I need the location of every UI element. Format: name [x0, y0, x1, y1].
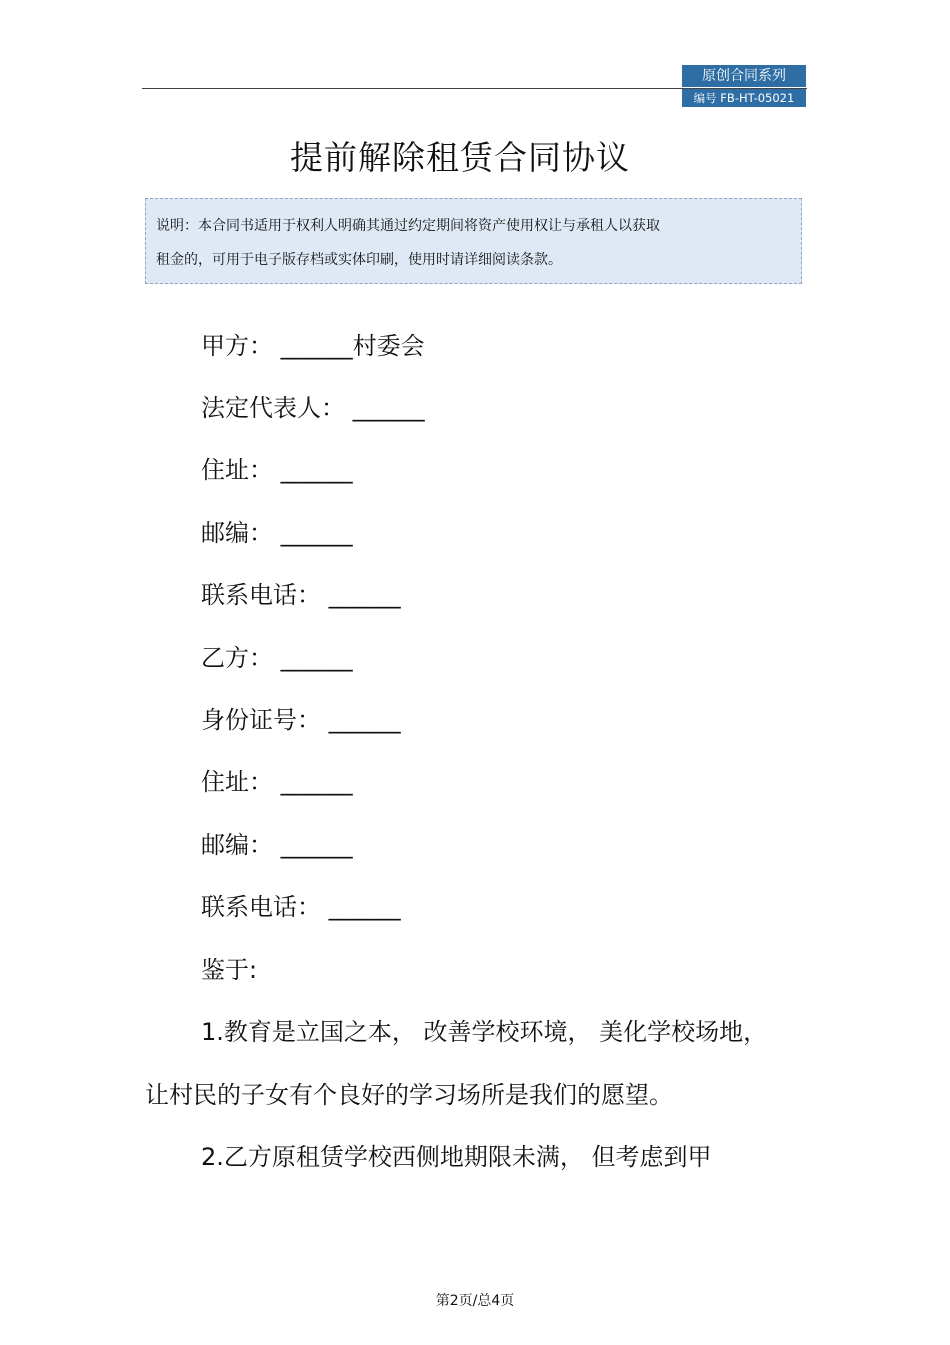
field-address-a: 住址： ______	[201, 456, 353, 484]
field-party-b: 乙方： ______	[201, 644, 353, 672]
document-code-badge: 编号 FB-HT-05021	[682, 89, 806, 107]
document-title: 提前解除租赁合同协议	[290, 138, 630, 177]
paragraph-2-line-1: 2.乙方原租赁学校西侧地期限未满， 但考虑到甲	[201, 1143, 712, 1171]
field-id-number: 身份证号： ______	[201, 706, 401, 734]
page-indicator: 第2页/总4页	[435, 1293, 515, 1309]
field-phone-b: 联系电话： ______	[201, 893, 401, 921]
notice-line-2: 租金的，可用于电子版存档或实体印刷，使用时请详细阅读条款。	[156, 252, 562, 268]
paragraph-1-line-2: 让村民的子女有个良好的学习场所是我们的愿望。	[145, 1081, 673, 1109]
field-postcode-a: 邮编： ______	[201, 519, 353, 547]
paragraph-1-line-1: 1.教育是立国之本， 改善学校环境， 美化学校场地，	[201, 1018, 768, 1046]
notice-box	[145, 198, 802, 284]
field-legal-representative: 法定代表人： ______	[201, 394, 425, 422]
field-address-b: 住址： ______	[201, 768, 353, 796]
field-postcode-b: 邮编： ______	[201, 831, 353, 859]
field-phone-a: 联系电话： ______	[201, 581, 401, 609]
notice-line-1: 说明：本合同书适用于权利人明确其通过约定期间将资产使用权让与承租人以获取	[156, 218, 660, 234]
field-party-a: 甲方： ______村委会	[201, 332, 425, 360]
field-whereas: 鉴于:	[201, 956, 258, 984]
series-badge: 原创合同系列	[682, 65, 806, 88]
